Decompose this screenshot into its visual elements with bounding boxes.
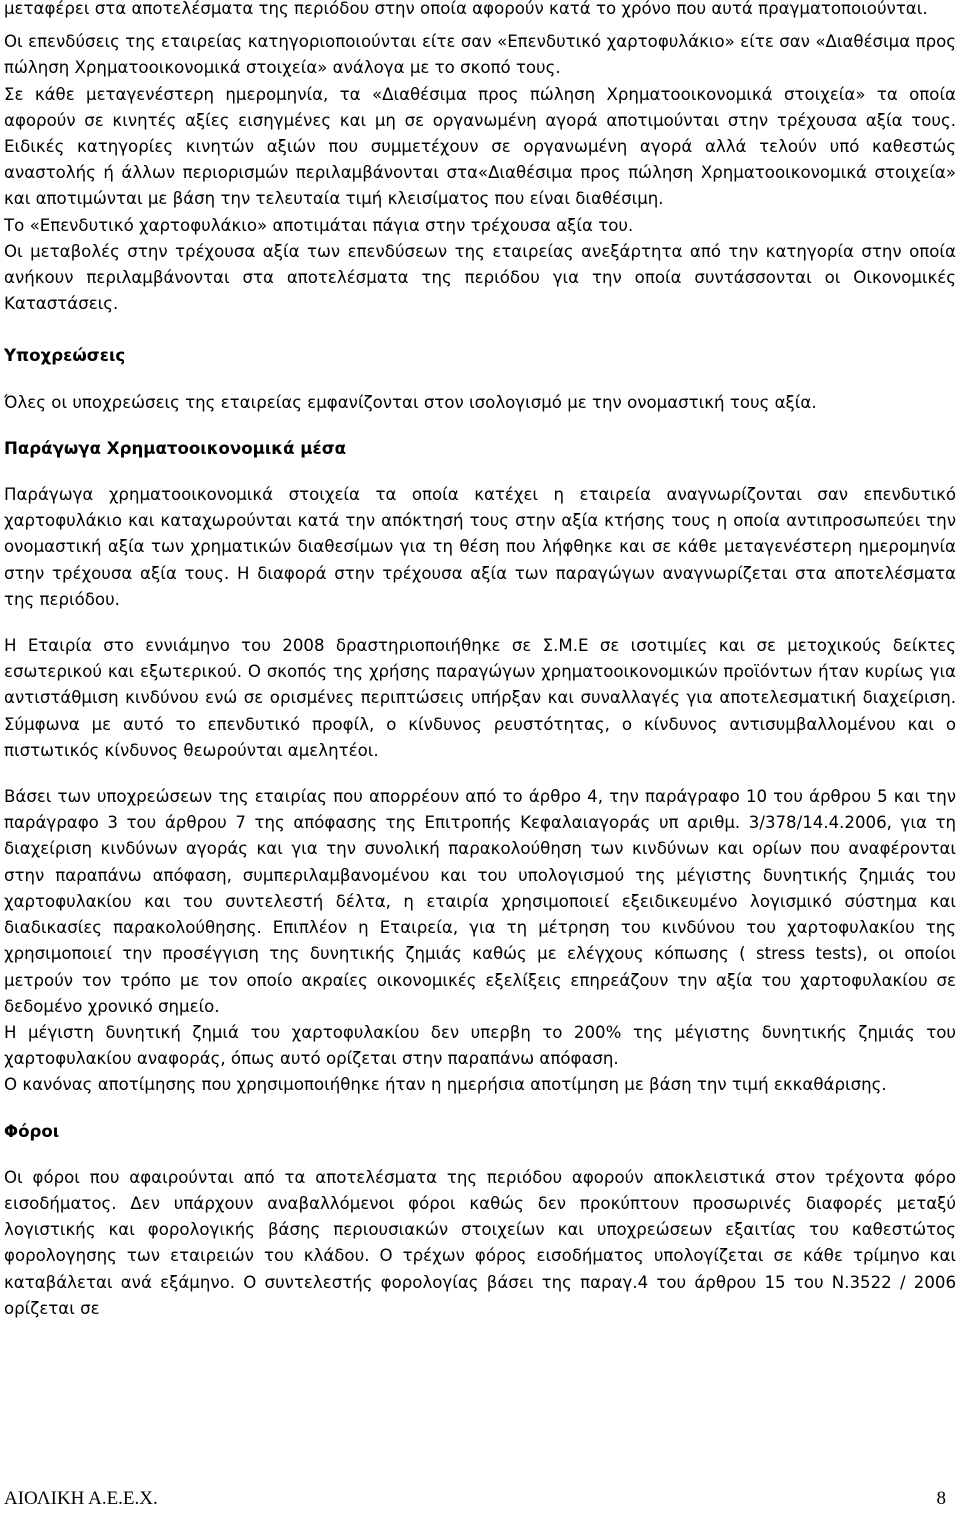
- page-footer: [4, 1484, 956, 1514]
- paragraph-investment-portfolio-valuation: Το «Επενδυτικό χαρτοφυλάκιο» αποτιμάται πάγια στην τρέχουσα αξία του.: [4, 215, 634, 235]
- heading-liabilities: Υποχρεώσεις: [4, 346, 126, 366]
- paragraph-results-transfer: μεταφέρει στα αποτελέσματα της περιόδου στην οποία αφορούν κατά το χρόνο που αυτά πραγματοποιούνται.: [4, 0, 928, 18]
- paragraph-liabilities: Όλες οι υποχρεώσεις της εταιρείας εμφανίζονται στον ισολογισμό με την ονομαστική τους αξία.: [4, 392, 817, 412]
- paragraph-derivatives-activity: Η Εταιρία στο εννιάμηνο του 2008 δραστηριοποιήθηκε σε Σ.Μ.Ε σε ισοτιμίες και σε μετοχικούς δείκτες εσωτερικού και εξωτερικού. Ο σκοπός της χρήσης παραγώγων χρηματοοικονομικών προϊόντων ήταν κυρίως για αντιστάθμιση κινδύνου ενώ σε ορισμένες περιπτώσεις υπήρξαν και συναλλαγές για αποτελεσματική διαχείριση. Σύμφωνα με αυτό το επενδυτικό προφίλ, ο κίνδυνος ρευστότητας, ο κίνδυνος αντισυμβαλλομένου και ο πιστωτικός κίνδυνος θεωρούνται αμελητέοι.: [4, 636, 956, 760]
- paragraph-available-for-sale-valuation: Σε κάθε μεταγενέστερη ημερομηνία, τα «Διαθέσιμα προς πώληση Χρηματοοικονομικά στοιχεία» τα οποία αφορούν σε κινητές αξίες εισηγμένες και μη σε οργανωμένη αγορά αποτιμούνται στην τρέχουσα αξία τους. Ειδικές κατηγορίες κινητών αξιών που συμμετέχουν σε οργανωμένη αγορά αλλά τελούν υπό καθεστώς αναστολής ή άλλων περιορισμών περιλαμβάνονται στα«Διαθέσιμα προς πώληση Χρηματοοικονομικά στοιχεία» και αποτιμώνται με βάση την τελευταία τιμή κλεισίματος που είναι διαθέσιμη.: [4, 84, 956, 209]
- document-body: [4, 0, 956, 1322]
- paragraph-max-potential-loss: Η μέγιστη δυνητική ζημιά του χαρτοφυλακίου δεν υπερβη το 200% της μέγιστης δυνητικής ζημιάς του χαρτοφυλακίου αναφοράς, όπως αυτό ορίζεται στην παραπάνω απόφαση.: [4, 1022, 956, 1069]
- paragraph-derivatives-recognition: Παράγωγα χρηματοοικονομικά στοιχεία τα οποία κατέχει η εταιρεία αναγνωρίζονται σαν επενδυτικό χαρτοφυλάκιο και καταχωρούνται κατά την απόκτησή τους στην αξία κτήσης τους η οποία αντιπροσωπεύει την ονομαστική αξία των χρηματικών διαθεσίμων για τη θέση που λήφθηκε και σε κάθε μεταγενέστερη ημερομηνία στην τρέχουσα αξία τους. Η διαφορά στην τρέχουσα αξία των παραγώγων αναγνωρίζεται στα αποτελέσματα της περιόδου.: [4, 485, 956, 609]
- paragraph-fair-value-changes: Οι μεταβολές στην τρέχουσα αξία των επενδύσεων της εταιρείας ανεξάρτητα από την κατηγορία στην οποία ανήκουν περιλαμβάνονται στα αποτελέσματα της περιόδου για την οποία συντάσσονται οι Οικονομικές Καταστάσεις.: [4, 241, 956, 314]
- paragraph-taxes: Οι φόροι που αφαιρούνται από τα αποτελέσματα της περιόδου αφορούν αποκλειστικά στον τρέχοντα φόρο εισοδήματος. Δεν υπάρχουν αναβαλλόμενοι φόροι καθώς δεν προκύπτουν προσωρινές διαφορές μεταξύ λογιστικής και φορολογικής βάσης περιουσιακών στοιχείων και υποχρεώσεων εξαιτίας του καθεστώτος φορολογησης των εταιρειών του κλάδου. Ο τρέχων φόρος εισοδήματος υπολογίζεται σε κάθε τρίμηνο και καταβάλεται ανά εξάμηνο. Ο συντελεστής φορολογίας βάσει της παραγ.4 του άρθρου 15 του Ν.3522 / 2006 ορίζεται σε: [4, 1167, 956, 1318]
- heading-taxes: Φόροι: [4, 1121, 60, 1141]
- paragraph-risk-management: Βάσει των υποχρεώσεων της εταιρίας που απορρέουν από το άρθρο 4, την παράγραφο 10 του άρθρου 5 και την παράγραφο 3 του άρθρου 7 της απόφασης της Επιτροπής Κεφαλαιαγοράς υπ αριθμ. 3/378/14.4.2006, για τη διαχείριση κινδύνων αγοράς και για την συνολική παρακολούθηση των κινδύνων και ορίων που αναφέρονται στην παραπάνω απόφαση, συμπεριλαμβανομένου και του υπολογισμού της μέγιστης δυνητικής ζημιάς του χαρτοφυλακίου και του συντελεστή δέλτα, η εταιρία χρησιμοποιεί εξειδικευμένο λογισμικό σύστημα και διαδικασίες παρακολούθησης. Επιπλέον η Εταιρεία, για τη μέτρηση του κινδύνου του χαρτοφυλακίου της χρησιμοποιεί την προσέγγιση της δυνητικής ζημιάς καθώς με ελέγχους κόπωσης ( stress tests), οι οποίοι μετρούν τον τρόπο με τον οποίο ακραίες οικονομικές εξελίξεις επηρεάζουν την αξία του χαρτοφυλακίου σε δεδομένο χρονικό σημείο.: [4, 787, 956, 1016]
- paragraph-investment-classification: Οι επενδύσεις της εταιρείας κατηγοριοποιούνται είτε σαν «Επενδυτικό χαρτοφυλάκιο» είτε σαν «Διαθέσιμα προς πώληση Χρηματοοικονομικά στοιχεία» ανάλογα με το σκοπό τους.: [4, 32, 956, 78]
- paragraph-valuation-rule: Ο κανόνας αποτίμησης που χρησιμοποιήθηκε ήταν η ημερήσια αποτίμηση με βάση την τιμή εκκαθάρισης.: [4, 1075, 887, 1095]
- heading-derivatives: Παράγωγα Χρηματοοικονομικά μέσα: [4, 438, 347, 458]
- footer-company-name: ΑΙΟΛΙΚΗ Α.Ε.Ε.Χ.: [4, 1488, 158, 1509]
- footer-page-number: 8: [936, 1488, 946, 1509]
